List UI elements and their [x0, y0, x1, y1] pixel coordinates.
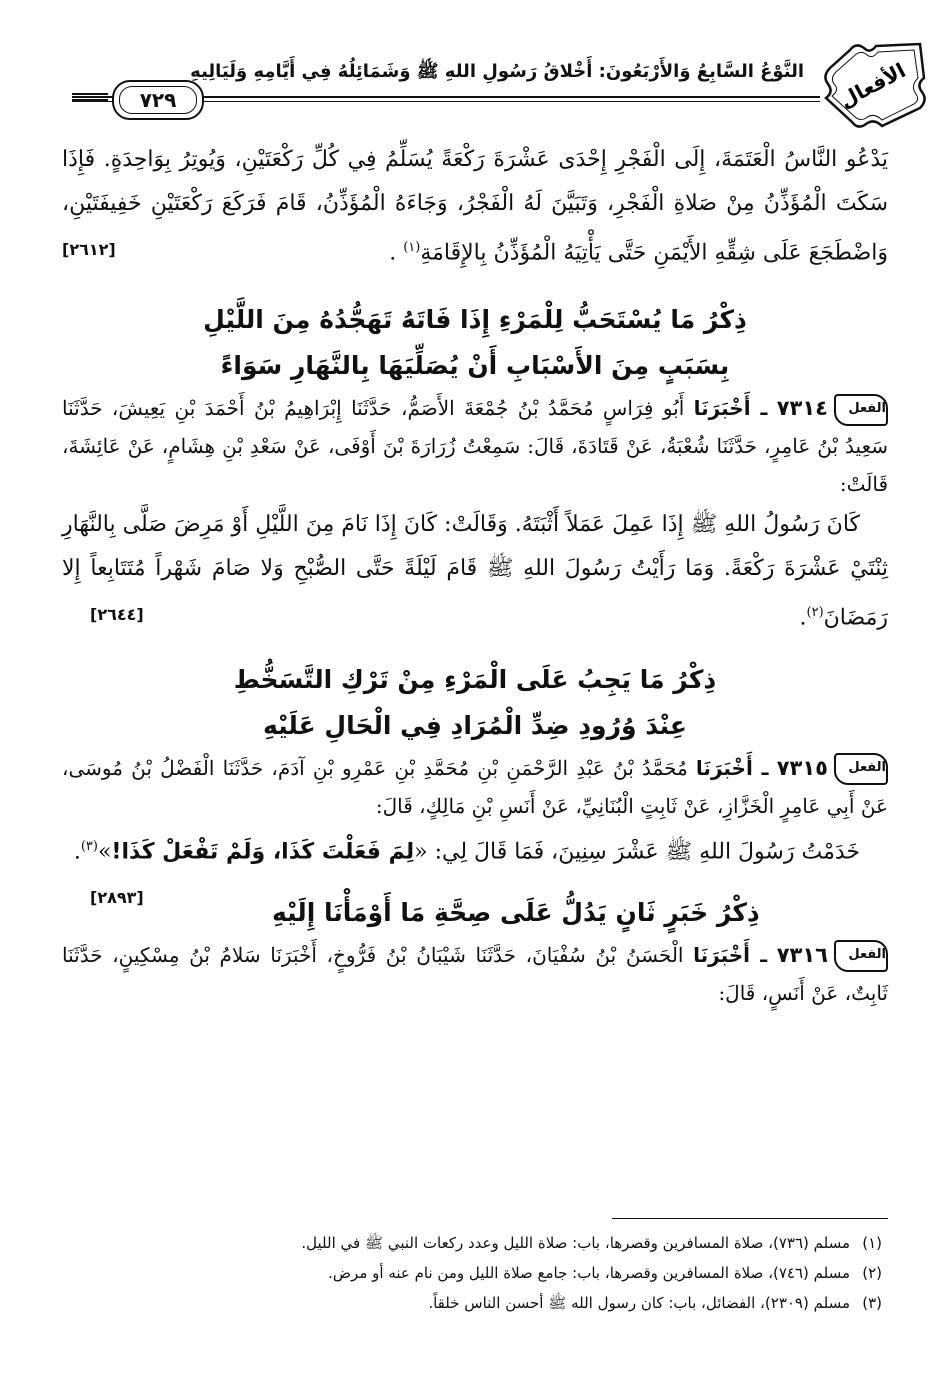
hadith-7314-matn: كَانَ رَسُولُ اللهِ ﷺ إِذَا عَمِلَ عَمَلاً أَثْبَتَهُ. وَقَالَتْ: كَانَ إِذَا نَامَ مِنَ اللَّيْلِ أَوْ مَرِضَ صَلَّى بِالنَّهَارِ ثِنْتَيْ عَشْرَةَ رَكْعَةً. وَمَا رَأَيْتُ رَسُولَ اللهِ ﷺ قَامَ لَيْلَةً حَتَّى الصُّبْحِ وَلا صَامَ شَهْراً مُتَتَابِعاً إِلا رَمَضَانَ$^{(٢)}$. [٢٦٤٤] [62, 503, 888, 640]
hadith-7315-isnad: الفعل٧٣١٥ ـ أَخْبَرَنَا مُحَمَّدُ بْنُ عَبْدِ الرَّحْمَنِ بْنِ مُحَمَّدِ بْنِ عَمْرِو بْنِ آدَمَ، حَدَّثَنَا الْفَضْلُ بْنُ مُوسَى، عَنْ أَبِي عَامِرٍ الْخَزَّازِ، عَنْ ثَابِتٍ الْبُنَانِيِّ، عَنْ أَنَسِ بْنِ مَالِكٍ، قَالَ: [62, 749, 888, 825]
chapter-heading: ذِكْرُ خَبَرٍ ثَانٍ يَدُلُّ عَلَى صِحَّةِ مَا أَوْمَأْنَا إِلَيْهِ [271, 897, 760, 927]
chapter-heading: ذِكْرُ مَا يَجِبُ عَلَى الْمَرْءِ مِنْ تَرْكِ التَّسَخُّطِ [233, 664, 717, 694]
hadith-7314-isnad: الفعل٧٣١٤ ـ أَخْبَرَنَا أَبُو فِرَاسٍ مُحَمَّدُ بْنُ جُمْعَةَ الأَصَمُّ، حَدَّثَنَا إِبْرَاهِيمُ بْنُ أَحْمَدَ بْنِ يَعِيشَ، حَدَّثَنَا سَعِيدُ بْنُ عَامِرٍ، حَدَّثَنَا شُعْبَةُ، عَنْ قَتَادَةَ، قَالَ: سَمِعْتُ زُرَارَةَ بْنَ أَوْفَى، عَنْ سَعْدِ بْنِ هِشَامٍ، عَنْ عَائِشَةَ، قَالَتْ: [62, 389, 888, 503]
hadith-badge: الفعل [834, 940, 888, 972]
running-header-title: النَّوْعُ السَّابِعُ وَالأَرْبَعُونَ: أَخْلاقُ رَسُولِ اللهِ ﷺ وَشَمَائِلُهُ فِي أَيَّامِهِ وَلَيَالِيهِ [190, 61, 804, 82]
page-number-box [112, 80, 204, 120]
quoted-saying: لِمَ فَعَلْتَ كَذَا، وَلَمْ تَفْعَلْ كَذَا! [111, 838, 415, 864]
footnotes [56, 1228, 882, 1318]
chapter-heading: ذِكْرُ مَا يُسْتَحَبُّ لِلْمَرْءِ إِذَا فَاتَهُ تَهَجُّدُهُ مِنَ اللَّيْلِ [203, 305, 747, 335]
logo-text: الأفعال [835, 58, 910, 113]
footnote-marker: (٢) [806, 605, 824, 621]
footnote-separator [612, 1218, 888, 1219]
hadith-badge: الفعل [834, 753, 888, 785]
footnote-marker: (١) [403, 240, 421, 255]
hadith-reference: [٢٦١٢] [62, 240, 116, 259]
footnote: (٣)مسلم (٢٣٠٩)، الفضائل، باب: كان رسول الله ﷺ أحسن الناس خلقاً. [428, 1294, 882, 1312]
footnote: (١)مسلم (٧٣٦)، صلاة المسافرين وقصرها، باب: صلاة الليل وعدد ركعات النبي ﷺ في الليل. [301, 1234, 882, 1252]
footnote-marker: (٣) [80, 838, 98, 854]
hadith-badge: الفعل [834, 394, 888, 426]
chapter-heading-line2: عِنْدَ وُرُودِ ضِدِّ الْمُرَادِ فِي الْحَالِ عَلَيْهِ [263, 710, 687, 740]
page-number: ٧٢٩ [119, 86, 197, 114]
hadith-7315-matn: خَدَمْتُ رَسُولَ اللهِ ﷺ عَشْرَ سِنِينَ، فَمَا قَالَ لِي: «لِمَ فَعَلْتَ كَذَا، وَلَمْ تَفْعَلْ كَذَا!»$^{(٣)}$. [٢٨٩٣] [62, 825, 888, 874]
hadith-reference: [٢٨٩٣] [90, 887, 144, 907]
hadith-number: ٧٣١٤ [776, 396, 828, 421]
page-header [72, 38, 932, 118]
hadith-number: ٧٣١٥ [776, 755, 828, 780]
hadith-7316-isnad: الفعل٧٣١٦ ـ أَخْبَرَنَا الْحَسَنُ بْنُ سُفْيَانَ، حَدَّثَنَا شَيْبَانُ بْنُ فَرُّوخٍ، أَخْبَرَنَا سَلامُ بْنُ مِسْكِينٍ، حَدَّثَنَا ثَابِتٌ، عَنْ أَنَسٍ، قَالَ: [62, 936, 888, 1012]
paragraph-continuation: يَدْعُو النَّاسُ الْعَتَمَةَ، إِلَى الْفَجْرِ إِحْدَى عَشْرَةَ رَكْعَةً يُسَلِّمُ فِي كُلِّ رَكْعَتَيْنِ، وَيُوتِرُ بِوَاحِدَةٍ. فَإِذَا سَكَتَ الْمُؤَذِّنُ مِنْ صَلاةِ الْفَجْرِ، وَتَبَيَّنَ لَهُ الْفَجْرُ، وَجَاءَهُ الْمُؤَذِّنُ، قَامَ فَرَكَعَ رَكْعَتَيْنِ خَفِيفَتَيْنِ، وَاضْطَجَعَ عَلَى شِقِّهِ الأَيْمَنِ حَتَّى يَأْتِيَهُ الْمُؤَذِّنُ بِالإِقَامَةِ$^{(١)}$ . [٢٦١٢] [62, 138, 888, 275]
header-ornament [72, 93, 108, 105]
puzzle-piece-logo [812, 38, 932, 128]
hadith-reference: [٢٦٤٤] [90, 605, 144, 625]
chapter-heading-line2: بِسَبَبٍ مِنَ الأَسْبَابِ أَنْ يُصَلِّيَهَا بِالنَّهَارِ سَوَاءً [220, 351, 730, 381]
hadith-number: ٧٣١٦ [776, 942, 828, 967]
main-text [62, 138, 888, 1012]
footnote: (٢)مسلم (٧٤٦)، صلاة المسافرين وقصرها، باب: جامع صلاة الليل ومن نام عنه أو مرض. [328, 1264, 882, 1282]
